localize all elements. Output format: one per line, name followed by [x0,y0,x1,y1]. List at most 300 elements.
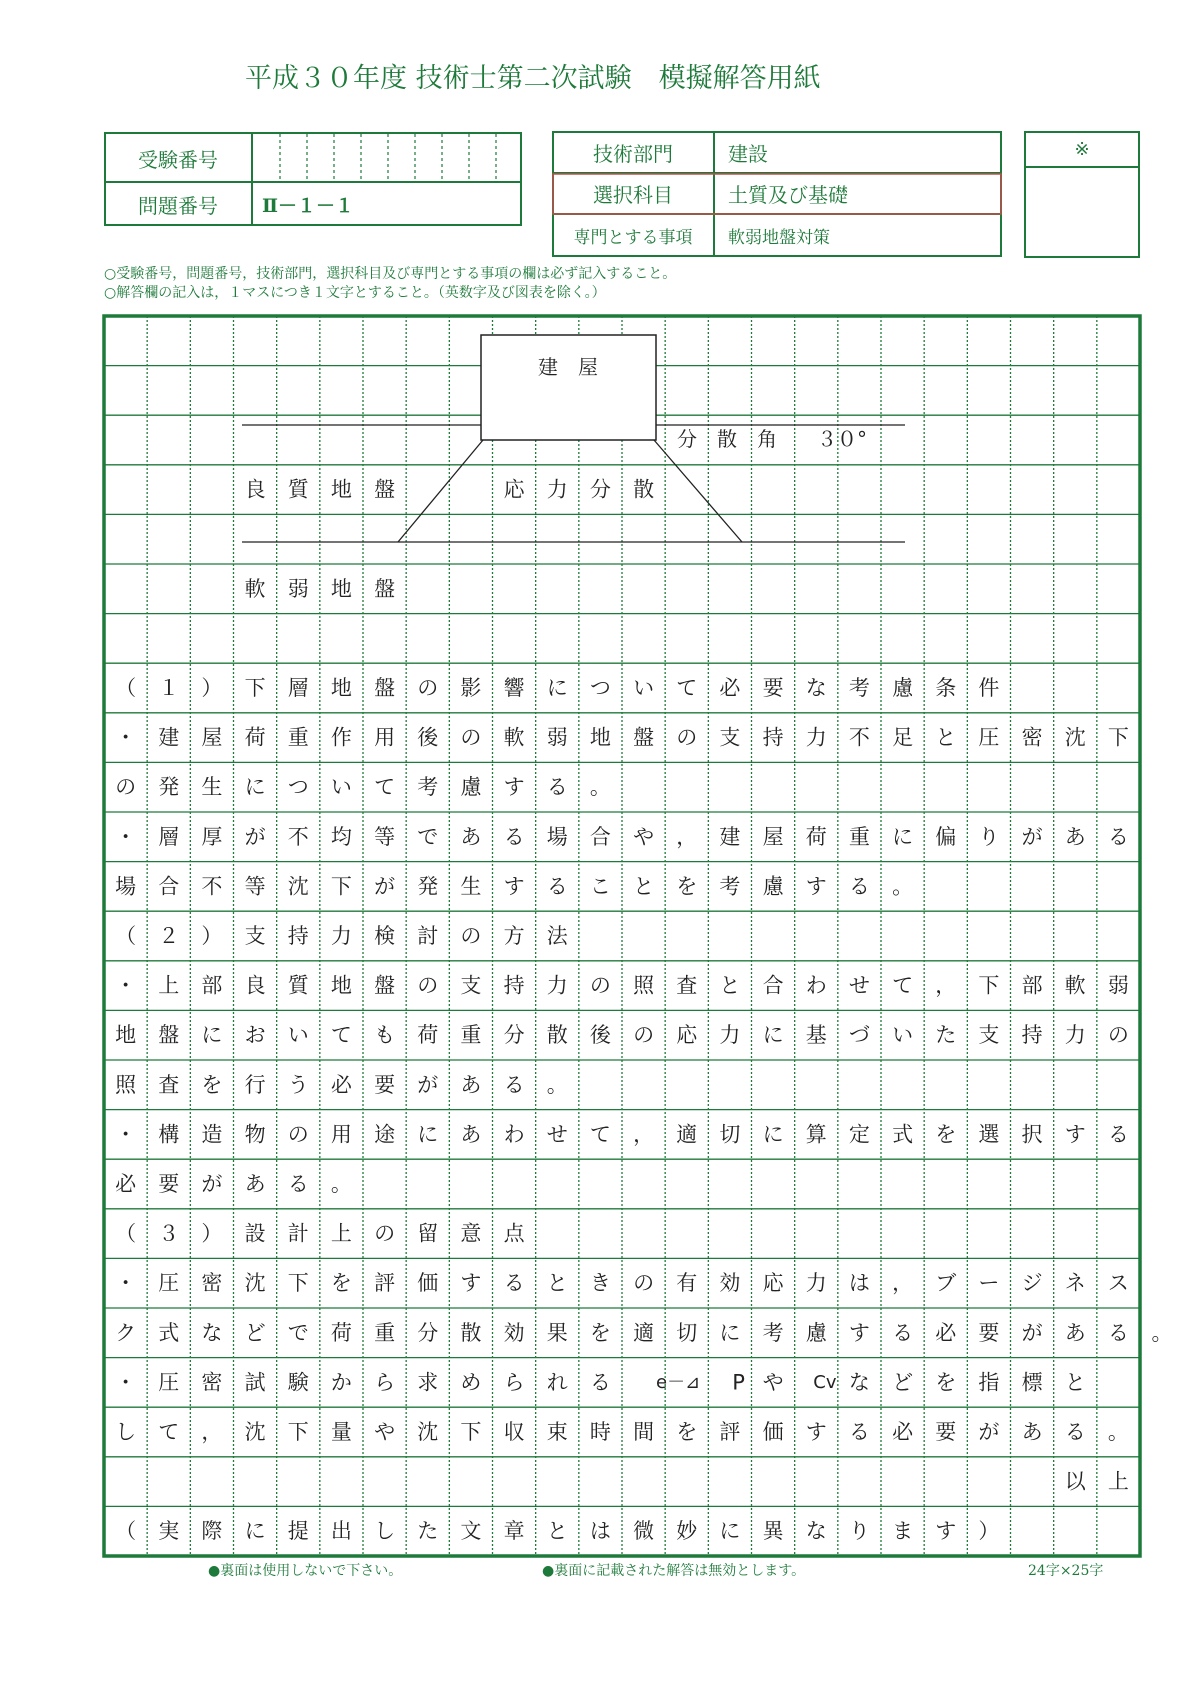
answer-char: に [546,676,568,700]
subject-value[interactable]: 土質及び基礎 [728,183,848,207]
answer-char: 圧 [158,1271,180,1296]
answer-char: （ [115,1221,137,1246]
stress-distribution-char: 応 [503,477,525,502]
answer-char: と [633,874,655,899]
answer-char: て [374,775,396,800]
question-number-value[interactable]: Ⅱ－１－１ [262,194,355,217]
answer-char: 分 [503,1023,525,1048]
answer-char: 価 [417,1271,439,1296]
answer-char: を [935,1122,957,1147]
answer-char: の [115,775,137,800]
answer-char: す [805,874,827,899]
answer-char: 不 [201,874,223,899]
building-label: 建 屋 [538,355,598,379]
answer-char: 慮 [460,775,482,800]
answer-char: 。 [546,1072,568,1097]
answer-char: 式 [892,1122,914,1147]
answer-char: 重 [848,824,870,849]
answer-char: 提 [287,1519,309,1544]
soft-ground-char: 軟 [244,576,266,601]
answer-char: 。 [589,775,611,800]
answer-char: 慮 [805,1320,827,1345]
answer-char: 盤 [633,725,655,750]
answer-char: ） [201,1221,223,1246]
answer-char: 密 [201,1271,223,1296]
answer-char: あ [1021,1420,1043,1444]
answer-char: 要 [978,1320,1000,1345]
answer-char: 計 [287,1221,309,1246]
answer-char: 式 [158,1320,180,1345]
answer-char: 発 [417,874,439,899]
answer-char: 下 [1107,725,1129,750]
answer-char: の [676,725,698,750]
answer-char: 必 [330,1072,352,1097]
answer-char: ジ [1021,1271,1043,1296]
answer-char: 出 [330,1519,352,1544]
answer-char: ） [978,1519,1000,1544]
answer-char: 部 [1021,973,1043,998]
answer-char: つ [287,775,309,800]
answer-char: 下 [460,1420,482,1444]
title-text: 平成３０年度 技術士第二次試験 模擬解答用紙 [245,63,821,94]
answer-char: 等 [374,824,396,849]
answer-char: と [546,1271,568,1296]
answer-char: す [460,1271,482,1296]
answer-char: す [935,1519,957,1544]
answer-char: 分 [417,1320,439,1345]
good-ground-char: 良 [244,477,266,502]
answer-char: 応 [762,1271,784,1296]
answer-char: 不 [287,824,309,849]
answer-char: （ [115,924,137,948]
footer-grid-size: 24字×25字 [1028,1563,1104,1579]
answer-char: 算 [805,1122,827,1147]
answer-char: の [1107,1023,1129,1048]
answer-char: る [1107,1320,1129,1345]
answer-char: 効 [503,1320,525,1345]
answer-char: 試 [244,1370,266,1395]
answer-char: 有 [676,1271,698,1296]
answer-char: が [201,1172,223,1196]
answer-char: る [892,1320,914,1345]
answer-char: で [287,1320,309,1345]
answer-char: 地 [115,1023,137,1048]
answer-char: を [676,874,698,899]
answer-char: 層 [287,676,309,700]
answer-char: る [1107,824,1129,849]
answer-char: 荷 [805,824,827,849]
answer-char: る [848,1420,870,1444]
answer-char: い [892,1023,914,1048]
answer-char: 合 [589,824,611,849]
answer-char: あ [1064,824,1086,849]
answer-char: 妙 [676,1519,698,1544]
answer-char: に [417,1122,439,1147]
answer-char: 発 [158,775,180,800]
answer-char: ど [892,1370,914,1395]
answer-char: 影 [460,676,482,700]
answer-char: ス [1107,1271,1129,1296]
answer-char: 建 [719,824,741,849]
answer-char: と [1064,1370,1086,1395]
answer-char: 意 [460,1221,482,1246]
good-ground-char: 盤 [374,477,396,502]
answer-char: し [374,1519,396,1544]
answer-char: 力 [719,1023,741,1048]
answer-char: う [287,1072,309,1097]
answer-char: 量 [330,1420,352,1444]
answer-char: 生 [201,775,223,800]
answer-char: し [115,1420,137,1444]
answer-char: 圧 [158,1370,180,1395]
answer-char: 。 [1107,1420,1129,1444]
answer-char: 文 [460,1519,482,1544]
answer-char: に [762,1023,784,1048]
dispersion-angle-label: 分 散 角 ３０° [677,427,867,451]
answer-char: あ [460,824,482,849]
answer-char: （ [115,676,137,700]
answer-char: り [978,824,1000,849]
answer-char: ブ [935,1271,957,1296]
answer-char: り [848,1519,870,1544]
answer-char: 軟 [1064,973,1086,998]
answer-char: こ [589,874,611,899]
answer-char: す [1064,1122,1086,1147]
answer-char: に [719,1320,741,1345]
answer-char: が [1021,1320,1043,1345]
subject-label: 選択科目 [593,183,673,207]
answer-char: 偏 [935,824,957,849]
answer-char: 荷 [244,725,266,750]
answer-char: 支 [244,924,266,948]
answer-char: い [633,676,655,700]
instruction-line: ○受験番号，問題番号，技術部門，選択科目及び専門とする事項の欄は必ず記入すること。 [104,266,677,282]
answer-char: 収 [503,1420,525,1444]
answer-char: 層 [158,824,180,849]
answer-char: 方 [503,924,525,948]
answer-char: 重 [287,725,309,750]
answer-char: の [460,924,482,948]
answer-char: 実 [158,1519,180,1544]
answer-char: た [417,1519,439,1544]
answer-char: 密 [1021,725,1043,750]
answer-char: 持 [287,924,309,948]
answer-char: 評 [374,1271,396,1296]
answer-char: 択 [1021,1122,1043,1147]
answer-char: 必 [935,1320,957,1345]
answer-char: が [374,874,396,899]
answer-char: 必 [892,1420,914,1444]
answer-char: 力 [546,973,568,998]
answer-char: 響 [503,676,525,700]
answer-char: を [330,1271,352,1296]
answer-char: ど [244,1320,266,1345]
answer-char: 部 [201,973,223,998]
answer-char: や [762,1370,784,1395]
answer-char: 場 [115,874,137,899]
answer-char: 力 [805,1271,827,1296]
answer-char: 軟 [503,725,525,750]
answer-char: 持 [1021,1023,1043,1048]
answer-char: て [589,1122,611,1147]
answer-char: す [503,874,525,899]
answer-char: 構 [158,1122,180,1147]
answer-char: 盤 [374,973,396,998]
answer-char: 合 [158,874,180,899]
answer-char: に [762,1122,784,1147]
answer-char: た [935,1023,957,1048]
answer-char: 足 [892,725,914,750]
answer-char: に [201,1023,223,1048]
answer-char: る [1107,1122,1129,1147]
answer-char: P [732,1370,745,1395]
answer-char: の [633,1023,655,1048]
answer-char: 下 [978,973,1000,998]
answer-char: 厚 [201,824,223,849]
answer-char: 建 [158,725,180,750]
answer-char: 要 [158,1172,180,1196]
answer-char: ） [201,676,223,700]
answer-char: 用 [330,1122,352,1147]
answer-char: 考 [417,775,439,800]
answer-char: せ [546,1122,568,1147]
good-ground-char: 質 [287,477,309,502]
answer-char: す [848,1320,870,1345]
answer-char: を [589,1320,611,1345]
answer-char: 価 [762,1420,784,1444]
answer-char: 点 [503,1221,525,1246]
answer-char: あ [460,1072,482,1097]
soft-ground-char: 弱 [287,576,309,601]
answer-char: 力 [805,725,827,750]
answer-char: あ [1064,1320,1086,1345]
answer-char: 標 [1021,1370,1043,1395]
answer-char: ２ [158,924,180,948]
building-box [481,335,656,440]
answer-char: ク [115,1320,137,1345]
answer-char: ） [201,924,223,948]
answer-char: 適 [633,1320,655,1345]
answer-char: を [935,1370,957,1395]
answer-char: を [676,1420,698,1444]
answer-char: で [417,824,439,849]
answer-char: る [503,824,525,849]
answer-char: 均 [330,824,352,849]
answer-char: 考 [762,1320,784,1345]
answer-char: 考 [848,676,870,700]
specialty-label: 専門とする事項 [573,228,693,248]
answer-char: め [460,1370,482,1395]
department-label: 技術部門 [593,141,673,166]
answer-char: 造 [201,1122,223,1147]
answer-char: な [805,676,827,700]
answer-char: Cv [813,1371,837,1393]
answer-char: は [848,1271,870,1296]
answer-char: ら [374,1370,396,1395]
footer-note-back-unused: ●裏面は使用しないで下さい。 [208,1563,403,1579]
answer-char: わ [805,973,827,998]
answer-char: 定 [848,1122,870,1147]
answer-char: ， [892,1271,914,1296]
specialty-value[interactable]: 軟弱地盤対策 [728,228,830,248]
answer-char: 留 [417,1221,439,1246]
answer-char: 束 [546,1420,568,1444]
answer-char: 等 [244,874,266,899]
answer-char: と [719,973,741,998]
answer-char: 。 [1151,1320,1173,1345]
answer-char: の [460,725,482,750]
answer-char: （ [115,1519,137,1544]
answer-char: れ [546,1370,568,1395]
answer-char: 途 [374,1122,396,1147]
answer-char: の [417,973,439,998]
answer-char: す [503,775,525,800]
answer-char: 荷 [330,1320,352,1345]
answer-char: 必 [719,676,741,700]
answer-char: る [546,874,568,899]
official-use-mark: ※ [1074,138,1090,160]
answer-char: 選 [978,1122,1000,1147]
answer-char: ・ [115,1271,137,1296]
answer-char: は [589,1519,611,1544]
answer-char: あ [244,1172,266,1196]
answer-char: 沈 [1064,725,1086,750]
answer-char: 持 [503,973,525,998]
answer-char: ， [201,1420,223,1444]
answer-char: 不 [848,725,870,750]
answer-char: 指 [978,1370,1000,1395]
soft-ground-char: 盤 [374,576,396,601]
answer-char: ー [978,1271,1000,1296]
stress-distribution-char: 力 [546,477,568,502]
answer-char: 条 [935,676,957,700]
answer-char: 沈 [417,1420,439,1444]
answer-char: ・ [115,1122,137,1147]
answer-char: １ [158,676,180,700]
answer-char: が [978,1420,1000,1444]
answer-char: 要 [935,1420,957,1444]
answer-char: 行 [244,1072,266,1097]
answer-char: わ [503,1122,525,1147]
answer-char: て [330,1023,352,1048]
answer-char: 作 [330,725,352,750]
answer-char: 験 [287,1370,309,1395]
answer-char: 設 [244,1221,266,1246]
answer-char: e－⊿ [656,1371,701,1393]
answer-char: 支 [978,1023,1000,1048]
answer-char: て [892,973,914,998]
answer-char: ， [633,1122,655,1147]
answer-char: 検 [374,924,396,948]
answer-char: を [201,1072,223,1097]
answer-char: 切 [676,1320,698,1345]
answer-char: に [719,1519,741,1544]
answer-char: 適 [676,1122,698,1147]
answer-char: 応 [676,1023,698,1048]
answer-char: ま [892,1519,914,1544]
department-value[interactable]: 建設 [728,141,768,166]
answer-char: な [805,1519,827,1544]
answer-char: 上 [330,1221,352,1246]
answer-char: も [374,1023,396,1048]
answer-char: い [287,1023,309,1048]
answer-char: と [546,1519,568,1544]
answer-char: 討 [417,924,439,948]
answer-char: が [244,824,266,849]
answer-char: 屋 [762,824,784,849]
answer-char: る [1064,1420,1086,1444]
answer-char: ３ [158,1221,180,1246]
answer-char: や [633,824,655,849]
answer-char: 弱 [1107,973,1129,998]
answer-char: 弱 [546,725,568,750]
answer-char: が [1021,824,1043,849]
answer-char: 効 [719,1271,741,1296]
answer-char: き [589,1271,611,1296]
answer-char: あ [460,1122,482,1147]
answer-char: 評 [719,1420,741,1444]
good-ground-char: 地 [330,477,352,502]
answer-char: 持 [762,725,784,750]
answer-char: の [589,973,611,998]
answer-char: 良 [244,973,266,998]
answer-char: お [244,1023,266,1048]
answer-char: 法 [546,924,568,948]
answer-char: に [244,775,266,800]
answer-char: 荷 [417,1023,439,1048]
answer-char: る [848,874,870,899]
question-number-label: 問題番号 [138,193,218,218]
answer-char: て [676,676,698,700]
answer-char: 基 [805,1023,827,1048]
answer-char: る [287,1172,309,1196]
answer-char: 。 [892,874,914,899]
answer-char: ら [503,1370,525,1395]
answer-char: 章 [503,1519,525,1544]
answer-char: 地 [330,676,352,700]
answer-char: ネ [1064,1271,1086,1296]
answer-char: 上 [158,973,180,998]
answer-char: 物 [244,1122,266,1147]
answer-char: 慮 [762,874,784,899]
answer-char: 密 [201,1370,223,1395]
instruction-line: ○解答欄の記入は，１マスにつき１文字とすること。（英数字及び図表を除く。） [104,285,606,301]
answer-char: 盤 [158,1023,180,1048]
answer-char: 下 [244,676,266,700]
answer-char: な [848,1370,870,1395]
answer-char: ， [676,824,698,849]
answer-char: 屋 [201,725,223,750]
answer-char: 用 [374,725,396,750]
answer-char: つ [589,676,611,700]
answer-char: せ [848,973,870,998]
answer-char: づ [848,1023,870,1048]
answer-char: 力 [330,924,352,948]
answer-char: 散 [546,1023,568,1048]
answer-char: と [935,725,957,750]
answer-char: 慮 [892,676,914,700]
answer-char: か [330,1370,352,1395]
answer-char: 沈 [244,1420,266,1444]
answer-char: 。 [330,1172,352,1196]
answer-char: が [417,1072,439,1097]
answer-char: 以 [1064,1469,1086,1494]
answer-char: 果 [546,1320,568,1345]
answer-char: 切 [719,1122,741,1147]
answer-char: 要 [374,1072,396,1097]
footer-note-back-invalid: ●裏面に記載された解答は無効とします。 [542,1563,806,1579]
answer-char: 合 [762,973,784,998]
